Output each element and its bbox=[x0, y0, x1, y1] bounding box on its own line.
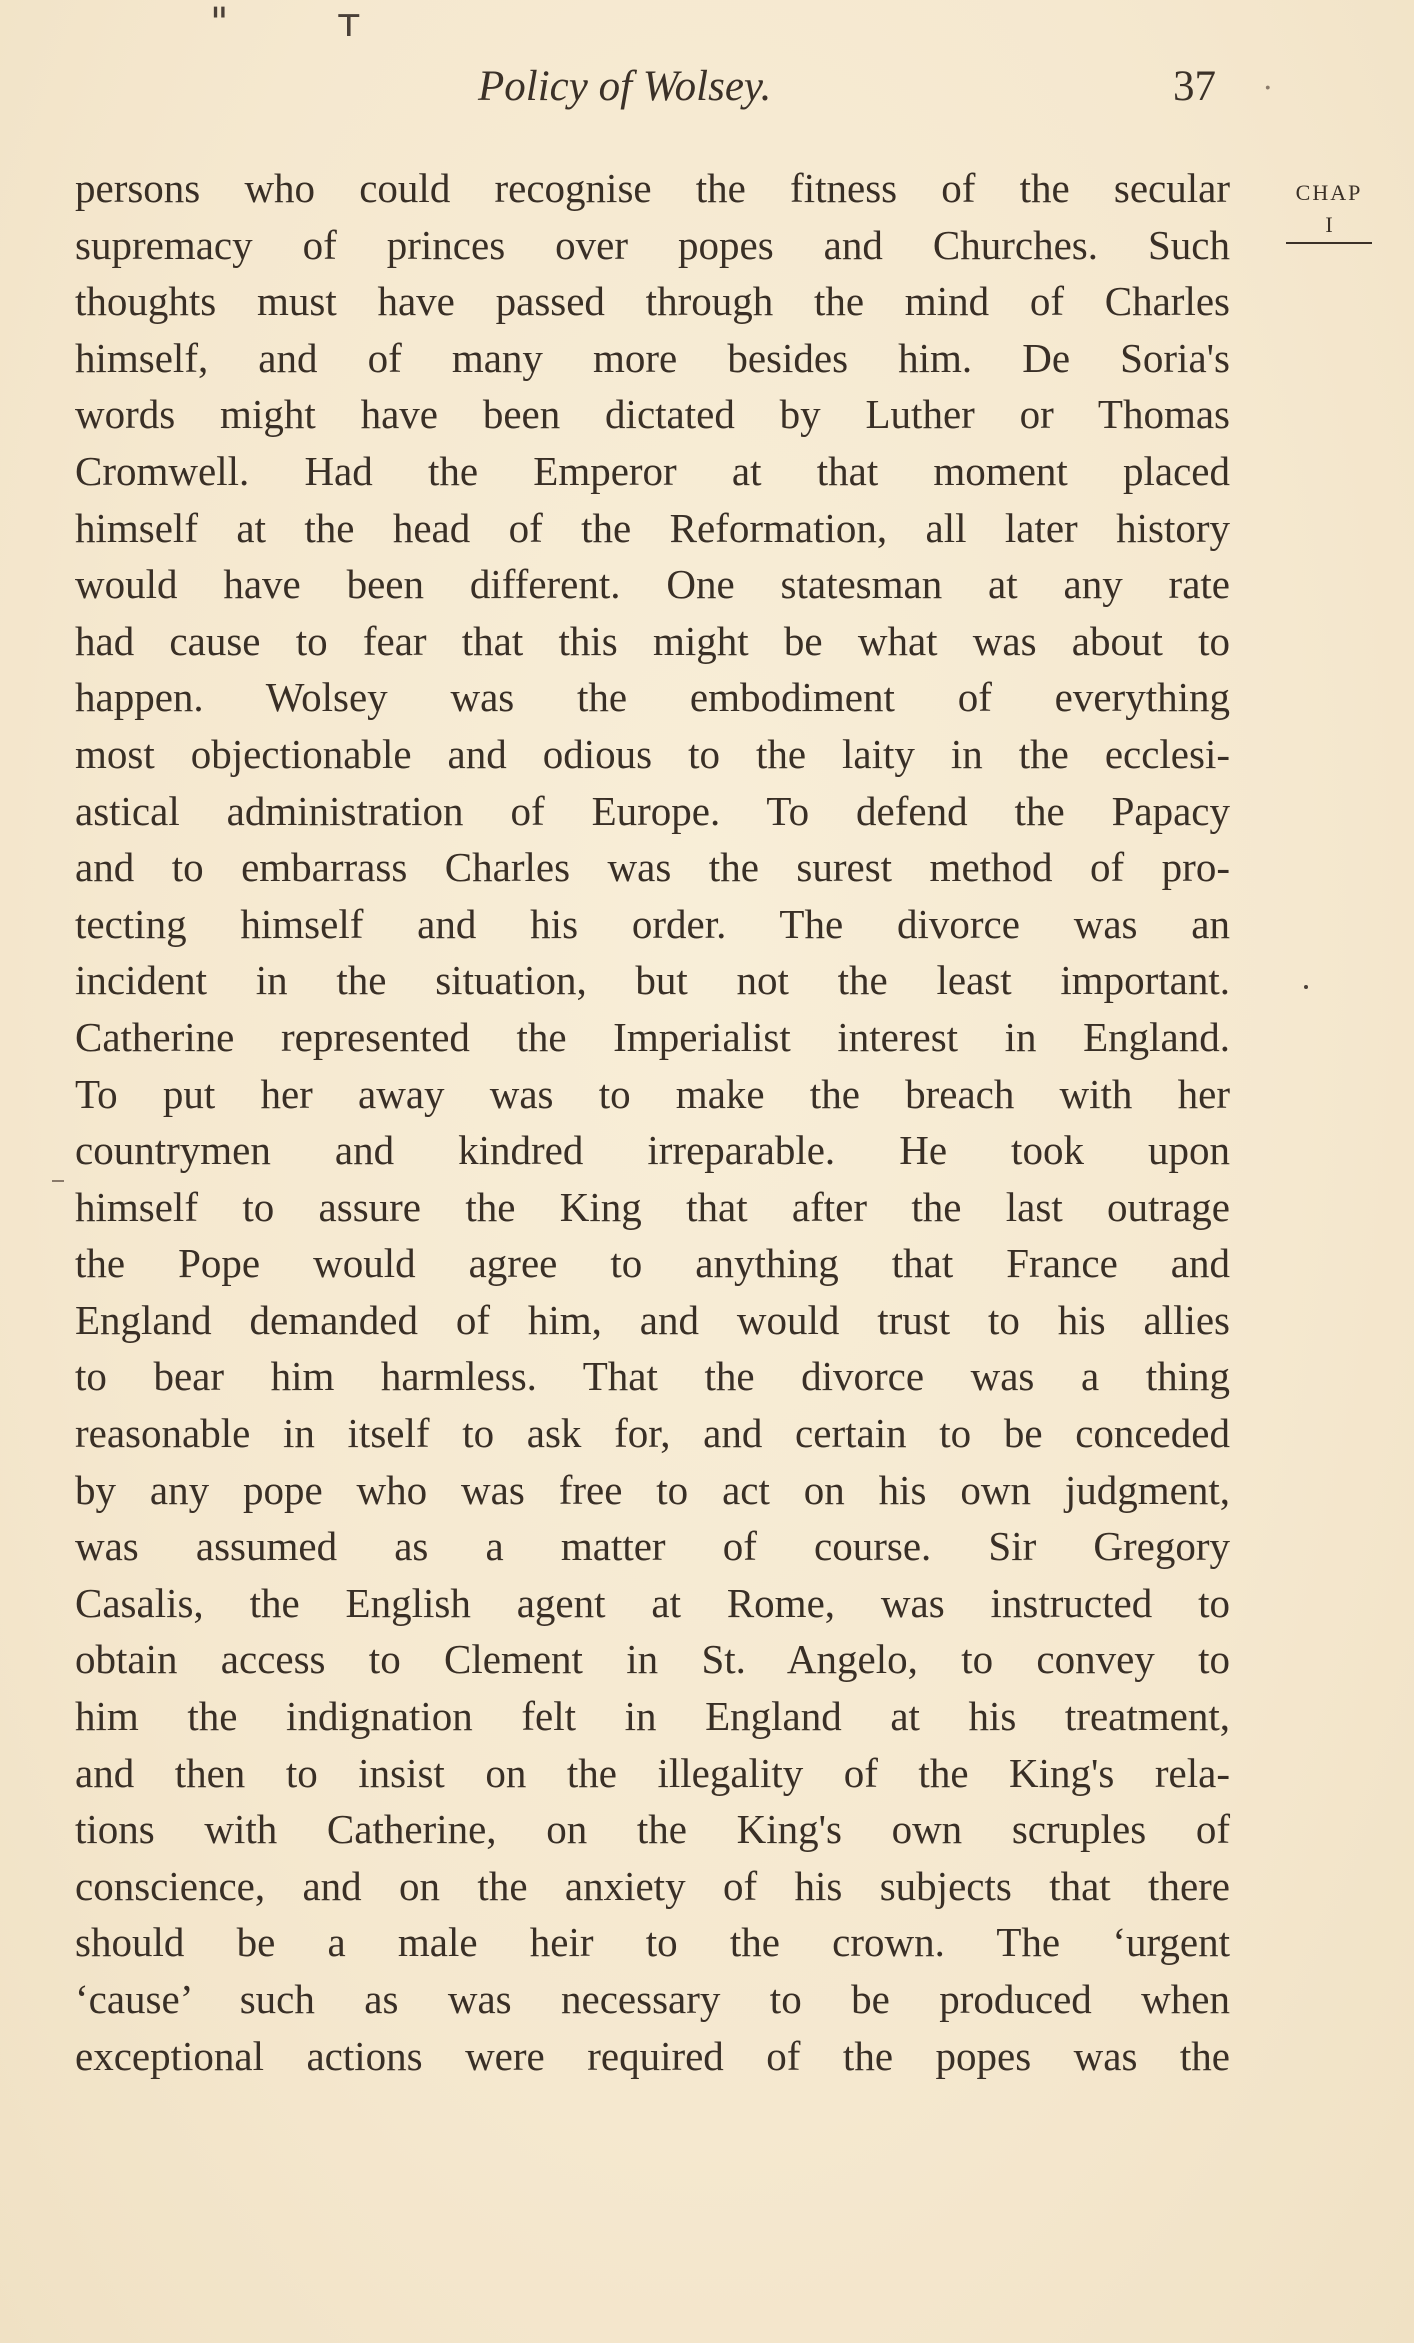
margin-speck bbox=[1304, 985, 1308, 989]
text-line: conscience, and on the anxiety of his subjects that there bbox=[75, 1862, 1230, 1909]
page-number: 37 bbox=[1173, 63, 1216, 110]
text-line: tecting himself and his order. The divorce was an bbox=[75, 900, 1230, 947]
text-line: obtain access to Clement in St. Angelo, to convey to bbox=[75, 1636, 1230, 1683]
text-line: was assumed as a matter of course. Sir Gregory bbox=[75, 1523, 1230, 1570]
running-head-title: Policy of Wolsey. bbox=[478, 63, 772, 110]
text-line: To put her away was to make the breach with her bbox=[75, 1070, 1230, 1117]
text-line: Cromwell. Had the Emperor at that moment placed bbox=[75, 447, 1230, 494]
text-line: happen. Wolsey was the embodiment of everything bbox=[75, 674, 1230, 721]
text-line: him the indignation felt in England at his treatment, bbox=[75, 1693, 1230, 1740]
top-edge-marks: " ᴛ bbox=[210, 0, 409, 46]
text-line: persons who could recognise the fitness of the secular bbox=[75, 165, 1230, 211]
text-line: to bear him harmless. That the divorce was a thing bbox=[75, 1353, 1230, 1400]
text-line: should be a male heir to the crown. The ‘urgent bbox=[75, 1919, 1230, 1966]
text-line: Casalis, the English agent at Rome, was instructed to bbox=[75, 1579, 1230, 1626]
text-line: England demanded of him, and would trust to his allies bbox=[75, 1296, 1230, 1343]
text-line: reasonable in itself to ask for, and certain to be conceded bbox=[75, 1410, 1230, 1457]
running-head bbox=[75, 62, 1273, 122]
text-line: Catherine represented the Imperialist interest in England. bbox=[75, 1013, 1230, 1060]
chapter-number: I bbox=[1325, 212, 1333, 237]
text-line: and to embarrass Charles was the surest method of pro- bbox=[75, 844, 1230, 891]
text-line: by any pope who was free to act on his own judgment, bbox=[75, 1466, 1230, 1513]
text-line: himself to assure the King that after the last outrage bbox=[75, 1183, 1230, 1230]
text-line: words might have been dictated by Luther or Thomas bbox=[75, 391, 1230, 438]
margin-dash-mark bbox=[52, 1180, 64, 1182]
text-line: incident in the situation, but not the least important. bbox=[75, 957, 1230, 1004]
chapter-rule bbox=[1286, 242, 1372, 244]
chapter-label: CHAP bbox=[1295, 180, 1363, 205]
text-line: himself at the head of the Reformation, all later history bbox=[75, 504, 1230, 551]
text-line: had cause to fear that this might be what was about to bbox=[75, 617, 1230, 664]
text-line: tions with Catherine, on the King's own scruples of bbox=[75, 1806, 1230, 1853]
body-text bbox=[75, 160, 1230, 2084]
text-line: supremacy of princes over popes and Churches. Such bbox=[75, 221, 1230, 268]
text-line: the Pope would agree to anything that France and bbox=[75, 1240, 1230, 1287]
text-line: ‘cause’ such as was necessary to be produced when bbox=[75, 1976, 1230, 2022]
text-line: thoughts must have passed through the mind of Charles bbox=[75, 278, 1230, 325]
text-line: countrymen and kindred irreparable. He took upon bbox=[75, 1127, 1230, 1174]
text-line: most objectionable and odious to the laity in the ecclesi- bbox=[75, 730, 1230, 777]
text-line: himself, and of many more besides him. De Soria's bbox=[75, 334, 1230, 381]
stray-mark-dot: . bbox=[1263, 62, 1273, 97]
text-line: astical administration of Europe. To defend the Papacy bbox=[75, 787, 1230, 834]
chapter-sidenote bbox=[1284, 180, 1374, 244]
text-line: would have been different. One statesman at any rate bbox=[75, 561, 1230, 608]
text-line: exceptional actions were required of the popes was the bbox=[75, 2032, 1230, 2079]
text-line: and then to insist on the illegality of the King's rela- bbox=[75, 1749, 1230, 1796]
